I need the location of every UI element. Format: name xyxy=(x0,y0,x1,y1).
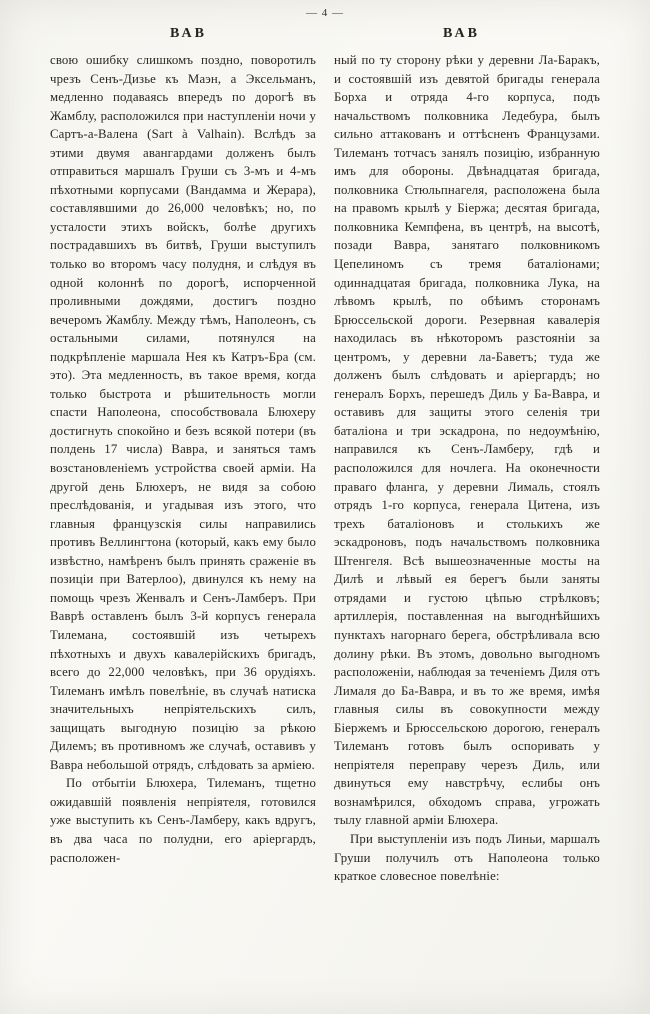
page-number: — 4 — xyxy=(306,7,344,19)
text-columns xyxy=(0,42,650,886)
paragraph-right-continuation: ный по ту сторону рѣки у деревни Ла-Баракъ, и состоявшій изъ девятой бригады генерала Борха и отряда 4-го корпуса, подъ начальствомъ полковника Ледебура, былъ сильно аттакованъ и оттѣсненъ Французами. Тилеманъ тотчасъ занялъ позицію, избранную имъ для обороны. Двѣнадцатая бригада, полковника Стюльпнагеля, расположена была на правомъ крылѣ у Біержа; десятая бригада, полковника Кемпфена, въ центрѣ, на высотѣ, позади Вавра, занятаго полковникомъ Цепелиномъ съ тремя баталіонами; одиннадцатая бригада, полковника Лука, на лѣвомъ крылѣ, по обѣимъ сторонамъ Брюссельской дороги. Резервная кавалерія находилась въ нѣкоторомъ разстояніи за центромъ, у деревни ла-Баветъ; туда же долженъ былъ слѣдовать и аріергардъ; но генералъ Борхъ, перешедъ Диль у Ба-Вавра, и оставивъ для защиты этого селенія три баталіона и три эскадрона, по недоумѣнію, направился къ Сенъ-Ламберу, гдѣ и расположился для ночлега. На оконечности праваго фланга, у деревни Лималь, стоялъ отрядъ 1-го корпуса, генерала Цитена, изъ трехъ баталіоновъ и столькихъ же эскадроновъ, подъ начальствомъ полковника Штенгеля. Всѣ вышеозначенные мосты на Дилѣ и лѣвый ея берегъ были заняты отрядами и густою цѣпью стрѣлковъ; артиллерія, поставленная на выгоднѣйшихъ пунктахъ нагорнаго берега, обстрѣливала всю долину рѣки. Въ этомъ, довольно выгодномъ расположеніи, наблюдая за теченіемъ Диля отъ Лималя до Ба-Вавра, и въ то же время, имѣя главныя силы въ совокупности между Біержемъ и Брюссельскою дорогою, генералъ Тилеманъ готовъ былъ оспоривать у непріятеля переправу черезъ Диль, или двинуться ему навстрѣчу, еслибы онъ вознамѣрился, обходомъ справа, угрожать тылу главной арміи Блюхера. xyxy=(334,53,600,828)
paragraph-left-new: По отбытіи Блюхера, Тилеманъ, тщетно ожидавшій появленія непріятеля, готовился уже выступить къ Сенъ-Ламберу, какъ вдругъ, въ два часа по полудни, его аріергардъ, расположен- xyxy=(50,776,316,865)
running-head-left: ВАВ xyxy=(170,26,207,41)
running-heads xyxy=(0,19,650,42)
paragraph-left-continuation: свою ошибку слишкомъ поздно, поворотилъ чрезъ Сенъ-Дизье къ Маэн, а Эксельманъ, медленно подаваясь впередъ по дорогѣ въ Жамблу, расположился при наступленіи ночи у Сартъ-а-Валена (Sart à Valhain). Вслѣдъ за этими двумя авангардами долженъ былъ отправиться маршалъ Груши съ 3-мъ и 4-мъ пѣхотными корпусами (Вандамма и Жерара), составлявшими до 26,000 человѣкъ; но, по усталости этихъ войскъ, болѣе другихъ пострадавшихъ въ битвѣ, Груши выступилъ только во второмъ часу полудня, и слѣдуя въ одной колоннѣ по дорогѣ, испорченной проливными дождями, достигъ поздно вечеромъ Жамблу. Между тѣмъ, Наполеонъ, съ остальными силами, потянулся на подкрѣпленіе маршала Нея къ Катръ-Бра (см. это). Эта медленность, въ такое время, когда только быстрота и рѣшительность могли спасти Наполеона, способствовала Блюхеру достигнуть спокойно и безъ всякой потери (въ полдень 17 числа) Вавра, и заняться тамъ возстановленіемъ устройства своей арміи. На другой день Блюхеръ, не видя за собою преслѣдованія, и угадывая изъ этого, что главныя французскія силы направились противъ Веллингтона (который, какъ ему было извѣстно, намѣренъ былъ принять сраженіе въ позиціи при Ватерлоо), двинулся къ нему на помощь чрезъ Женвалъ и Сенъ-Ламберъ. При Ваврѣ оставленъ былъ 3-й корпусъ генерала Тилемана, состоявшій изъ четырехъ пѣхотныхъ и двухъ кавалерійскихъ бригадъ, всего до 22,000 человѣкъ, при 36 орудіяхъ. Тилеманъ имѣлъ повелѣніе, въ случаѣ натиска значительныхъ непріятельскихъ силъ, защищать выгодную позицію за рѣкою Дилемъ; въ противномъ же случаѣ, оставивъ у Вавра небольшой отрядъ, слѣдовать за арміею. xyxy=(50,53,316,772)
column-right xyxy=(334,51,600,886)
paragraph-right-new: При выступленіи изъ подъ Линьи, маршалъ Груши получилъ отъ Наполеона только краткое словесное повелѣніе: xyxy=(334,831,600,884)
running-head-right: ВАВ xyxy=(443,26,480,41)
column-left xyxy=(50,51,316,886)
